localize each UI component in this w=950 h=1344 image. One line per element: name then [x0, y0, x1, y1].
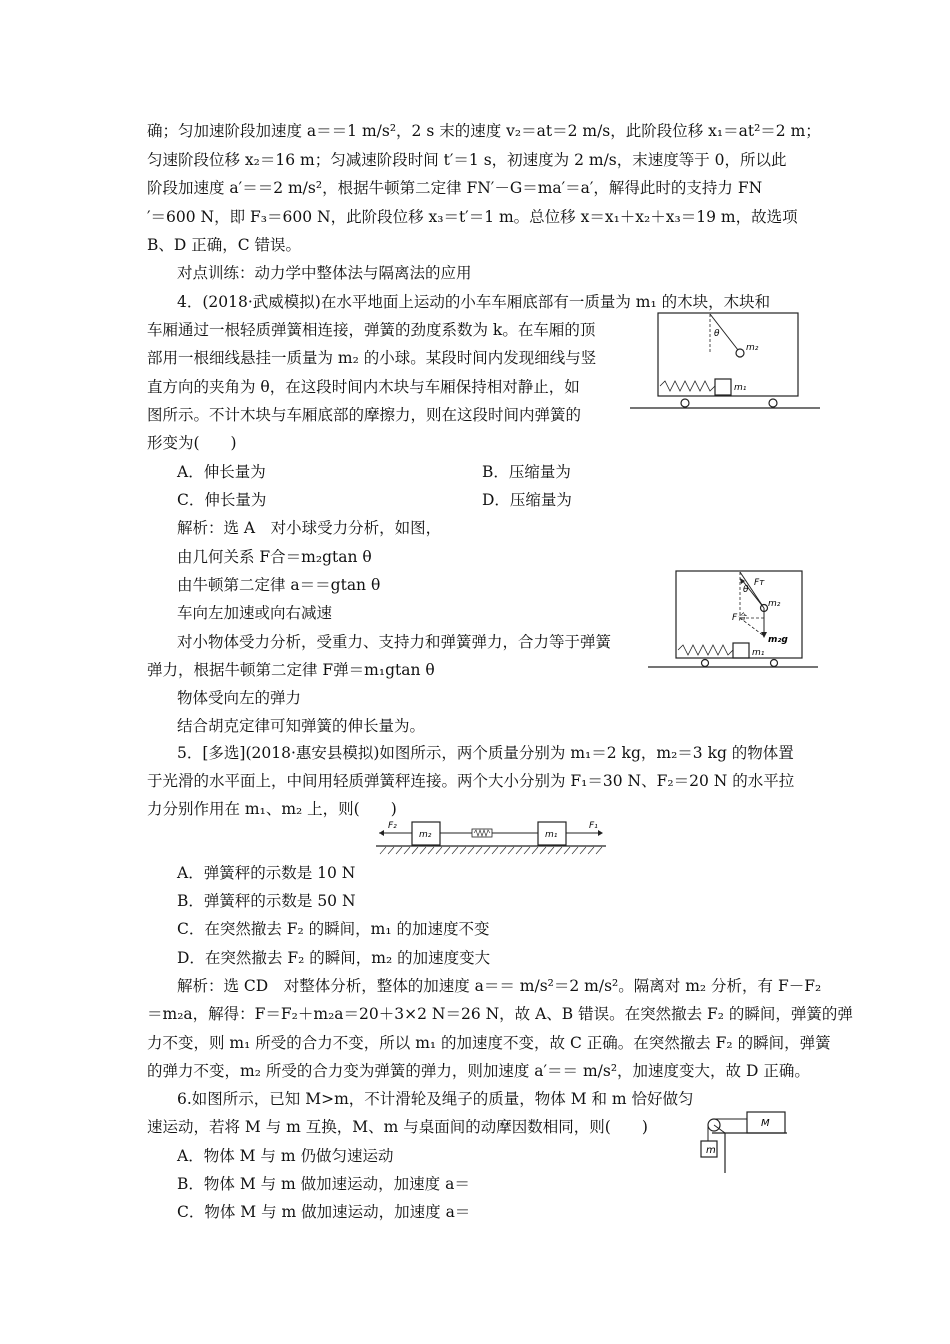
q4-line-6: 形变为( ): [147, 434, 237, 452]
q4-line-2: 车厢通过一根轻质弹簧相连接，弹簧的劲度系数为 k。在车厢的顶: [147, 321, 596, 339]
solution3-line-4: ′＝600 N，即 F₃＝600 N，此阶段位移 x₃＝t′＝1 m。总位移 x＝x₁＋x₂＋x₃＝19 m，故选项: [147, 208, 798, 226]
q4-option-c: C．伸长量为: [177, 491, 267, 509]
q5-option-a: A．弹簧秤的示数是 10 N: [177, 864, 356, 882]
q4-solution-8: 结合胡克定律可知弹簧的伸长量为。: [177, 717, 426, 735]
q5-option-d: D．在突然撤去 F₂ 的瞬间，m₂ 的加速度变大: [177, 949, 491, 967]
solution3-line-3: 阶段加速度 a′＝＝2 m/s²，根据牛顿第二定律 FN′－G＝ma′＝a′，解得此时的支持力 FN: [147, 179, 763, 197]
q5-line-2: 于光滑的水平面上，中间用轻质弹簧秤连接。两个大小分别为 F₁＝30 N、F₂＝20 N 的水平拉: [147, 772, 795, 790]
weight-label: m₂g: [768, 635, 788, 645]
f1-label: F₁: [589, 821, 598, 831]
q4-option-a: A．伸长量为: [177, 463, 266, 481]
pulley-figure: [697, 1111, 789, 1179]
m1-label: m₁: [734, 383, 747, 393]
q6-option-c: C．物体 M 与 m 做加速运动，加速度 a＝: [177, 1203, 471, 1221]
q5-solution-3: 力不变，则 m₁ 所受的合力不变，所以 m₁ 的加速度不变，故 C 正确。在突然撤去 F₂ 的瞬间，弹簧: [147, 1034, 831, 1052]
q5-line-1: 5．[多选](2018·惠安县模拟)如图所示，两个质量分别为 m₁＝2 kg，m₂＝3 kg 的物体置: [177, 744, 794, 762]
q4-solution-3: 由牛顿第二定律 a＝＝gtan θ: [177, 576, 381, 594]
force-analysis-figure: [648, 570, 818, 674]
q5-solution-1: 解析：选 CD 对整体分析，整体的加速度 a＝＝ m/s²＝2 m/s²。隔离对 m₂ 分析，有 F－F₂: [177, 977, 822, 995]
q5-solution-4: 的弹力不变，m₂ 所受的合力变为弹簧的弹力，则加速度 a′＝＝ m/s²，加速度变大，故 D 正确。: [147, 1062, 810, 1080]
q4-solution-7: 物体受向左的弹力: [177, 689, 302, 707]
mass-M-label: M: [761, 1118, 770, 1129]
spring-scale-figure: [376, 818, 606, 860]
solution3-line-2: 匀速阶段位移 x₂＝16 m；匀减速阶段时间 t′＝1 s，初速度为 2 m/s，末速度等于 0，所以此: [147, 151, 787, 169]
q4-option-d: D．压缩量为: [482, 491, 572, 509]
q4-solution-5: 对小物体受力分析，受重力、支持力和弹簧弹力，合力等于弹簧: [177, 633, 612, 651]
q6-line-1: 6.如图所示，已知 M>m，不计滑轮及绳子的质量，物体 M 和 m 恰好做匀: [177, 1090, 694, 1108]
tension-label: Fᴛ: [754, 578, 765, 588]
q4-solution-1: 解析：选 A 对小球受力分析，如图，: [177, 519, 442, 537]
q6-option-a: A．物体 M 与 m 仍做匀速运动: [177, 1147, 394, 1165]
q4-line-4: 直方向的夹角为 θ，在这段时间内木块与车厢保持相对静止，如: [147, 378, 580, 396]
q4-solution-6: 弹力，根据牛顿第二定律 F弹＝m₁gtan θ: [147, 661, 435, 679]
q6-line-2: 速运动，若将 M 与 m 互换，M、m 与桌面间的动摩因数相同，则( ): [147, 1118, 648, 1136]
m1-label-2: m₁: [752, 648, 765, 658]
mass-m-label: m: [706, 1145, 716, 1156]
theta-label: θ: [714, 329, 720, 339]
m2-label: m₂: [746, 343, 759, 353]
f2-label: F₂: [388, 821, 397, 831]
q4-solution-2: 由几何关系 F合＝m₂gtan θ: [177, 548, 372, 566]
m2-label-2: m₂: [768, 599, 781, 609]
section-title: 对点训练：动力学中整体法与隔离法的应用: [177, 264, 472, 282]
solution3-line-1: 确；匀加速阶段加速度 a＝＝1 m/s²，2 s 末的速度 v₂＝at＝2 m/s，此阶段位移 x₁＝at²＝2 m；: [147, 122, 821, 140]
m1-block-label: m₁: [545, 830, 558, 840]
q4-option-b: B．压缩量为: [482, 463, 571, 481]
solution3-line-5: B、D 正确，C 错误。: [147, 236, 302, 254]
q4-line-3: 部用一根细线悬挂一质量为 m₂ 的小球。某段时间内发现细线与竖: [147, 349, 597, 367]
q5-line-3: 力分别作用在 m₁、m₂ 上，则( ): [147, 800, 397, 818]
net-force-label: F合: [732, 613, 747, 623]
theta-label-2: θ: [743, 585, 749, 595]
q5-solution-2: ＝m₂a，解得：F＝F₂＋m₂a＝20＋3×2 N＝26 N，故 A、B 错误。在突然撤去 F₂ 的瞬间，弹簧的弹: [147, 1005, 853, 1023]
q5-option-c: C．在突然撤去 F₂ 的瞬间，m₁ 的加速度不变: [177, 920, 490, 938]
cart-pendulum-figure: [630, 312, 820, 420]
q4-solution-4: 车向左加速或向右减速: [177, 604, 333, 622]
q6-option-b: B．物体 M 与 m 做加速运动，加速度 a＝: [177, 1175, 470, 1193]
q4-line-5: 图所示。不计木块与车厢底部的摩擦力，则在这段时间内弹簧的: [147, 406, 582, 424]
q5-option-b: B．弹簧秤的示数是 50 N: [177, 892, 356, 910]
m2-block-label: m₂: [419, 830, 432, 840]
q4-line-1: 4．(2018·武威模拟)在水平地面上运动的小车车厢底部有一质量为 m₁ 的木块，木块和: [177, 293, 771, 311]
